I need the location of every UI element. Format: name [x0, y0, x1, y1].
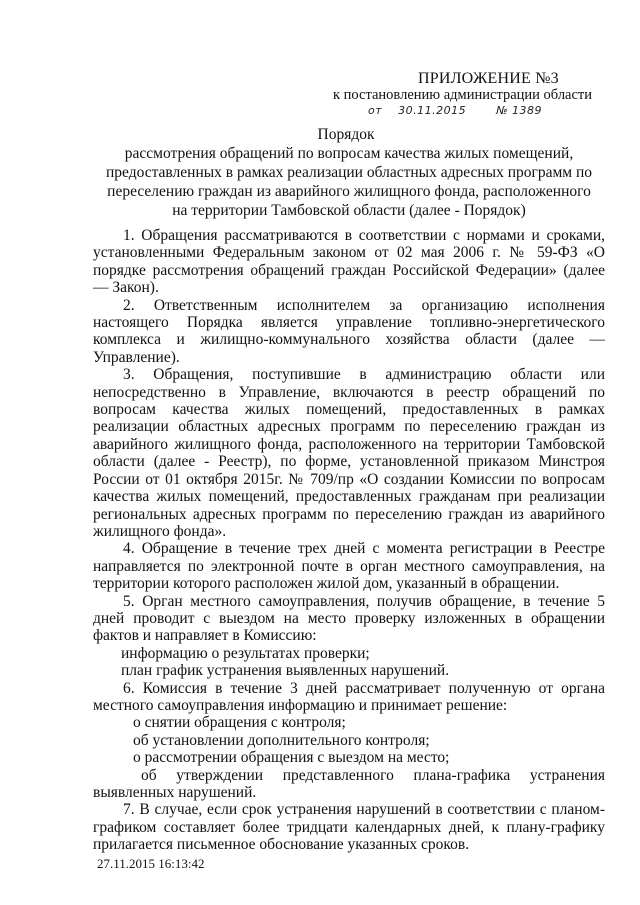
paragraph-6-item: об установлении дополнительного контроля;	[133, 731, 430, 749]
paragraph-6: 6. Комиссия в течение 3 дней рассматривает полученную от органа местного самоуправления информацию и принимает решение:	[93, 679, 605, 714]
paragraph-5: 5. Орган местного самоуправления, получив обращение, в течение 5 дней проводит с выездом на место проверку изложенных в обращении фактов и направляет в Комиссию:	[93, 592, 605, 645]
paragraph-3: 3. Обращения, поступившие в администрацию области или непосредственно в Управление, включаются в реестр обращений по вопросам качества жилых помещений, предоставленных в рамках реализации областных адресных программ по переселению граждан из аварийного жилищного фонда, расположенного на территории Тамбовской области (далее - Реестр), по форме, установленной приказом Минстроя России от 01 октября 2015г. № 709/пр «О создании Комиссии по вопросам качества жилых помещений, предоставленных гражданам при реализации региональных адресных программ по переселению граждан из аварийного жилищного фонда».	[93, 366, 605, 540]
document-title: Порядок	[317, 126, 375, 143]
print-timestamp: 27.11.2015 16:13:42	[97, 856, 205, 871]
decree-reference: к постановлению администрации области	[333, 87, 593, 103]
paragraph-7: 7. В случае, если срок устранения нарушений в соответствии с планом-графиком составляет более тридцати календарных дней, к плану-графику прилагается письменное обоснование указанных сроков.	[93, 801, 605, 854]
paragraph-5-item: план график устранения выявленных нарушений.	[121, 662, 450, 680]
paragraph-6-item: о рассмотрении обращения с выездом на место;	[133, 749, 450, 767]
paragraph-2: 2. Ответственным исполнителем за организацию исполнения настоящего Порядка является управление топливно-энергетического комплекса и жилищно-коммунального хозяйства области (далее — Управление).	[93, 296, 605, 366]
handwritten-date: 30.11.2015	[398, 104, 467, 117]
paragraph-6-last-item: об утверждении представленного плана-графика устранения выявленных нарушений.	[93, 766, 605, 801]
handwritten-date-number	[368, 104, 542, 117]
paragraph-1: 1. Обращения рассматриваются в соответствии с нормами и сроками, установленными Федеральным законом от 02 мая 2006 г. № 59-ФЗ «О порядке рассмотрения обращений граждан Российской Федерации» (далее — Закон).	[93, 227, 605, 297]
paragraph-4: 4. Обращение в течение трех дней с момента регистрации в Реестре направляется по электронной почте в орган местного самоуправления, на территории которого расположен жилой дом, указанный в обращении.	[93, 540, 605, 593]
appendix-title: ПРИЛОЖЕНИЕ №3	[418, 70, 559, 87]
paragraph-5-item: информацию о результатах проверки;	[121, 644, 370, 662]
document-body	[93, 227, 605, 854]
paragraph-6-item: о снятии обращения с контроля;	[133, 714, 346, 732]
handwritten-from: от	[368, 104, 383, 117]
document-subtitle: рассмотрения обращений по вопросам качества жилых помещений, предоставленных в рамках реализации областных адресных программ по переселению граждан из аварийного жилищного фонда, расположенного на территории Тамбовской области (далее - Порядок)	[105, 145, 593, 219]
handwritten-number: № 1389	[496, 104, 543, 117]
